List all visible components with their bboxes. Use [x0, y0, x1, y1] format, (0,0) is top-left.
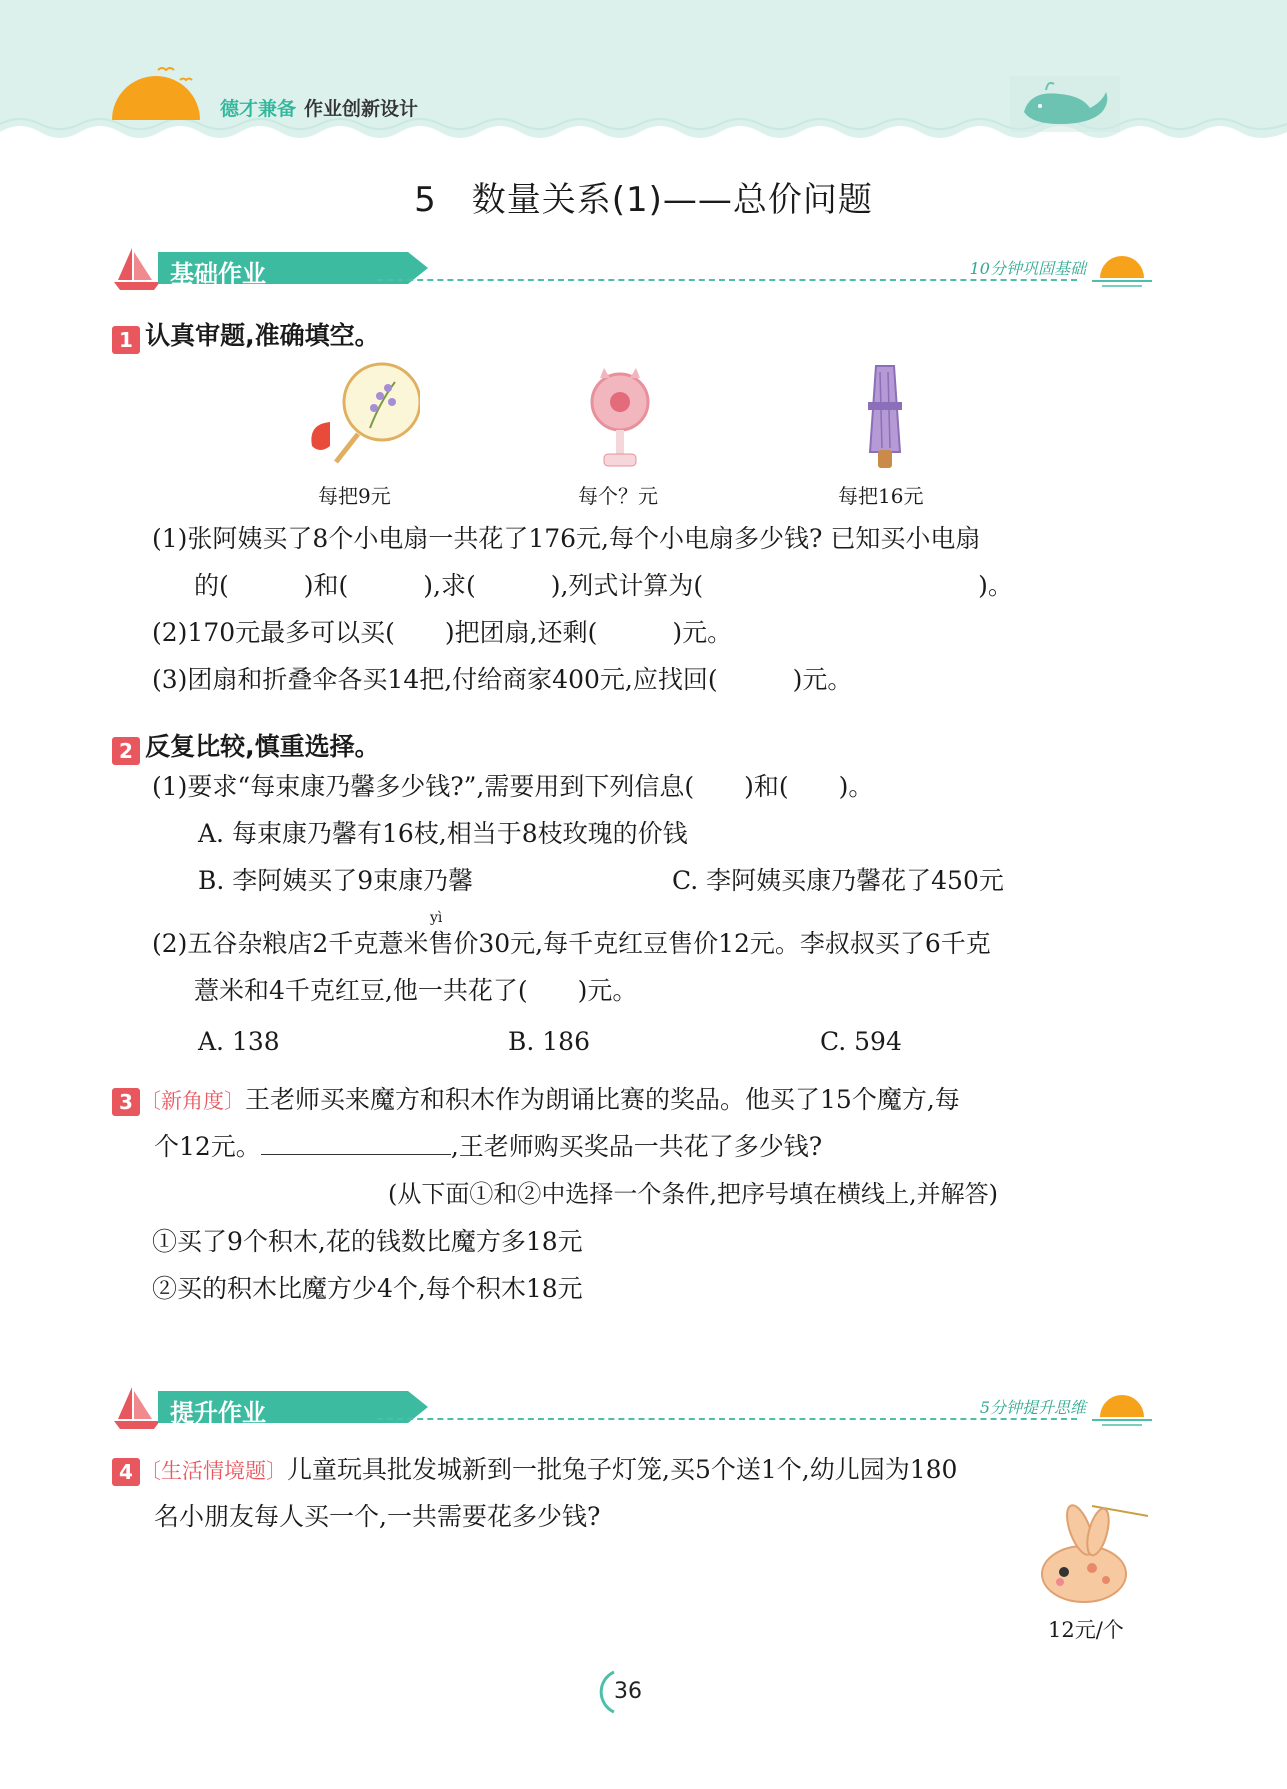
item-caption-electric-fan: 每个？元	[578, 484, 658, 508]
series-label-part1: 德才兼备	[220, 98, 297, 120]
question-3-line2-suffix: ,王老师购买奖品一共花了多少钱?	[450, 1132, 823, 1161]
question-heading: 反复比较,慎重选择。	[145, 732, 380, 761]
question-2-sub2-line1: (2)五谷杂粮店2千克薏米售价30元,每千克红豆售价12元。李叔叔买了6千克	[152, 929, 991, 958]
whale-icon	[1010, 72, 1120, 132]
folding-umbrella-icon	[830, 362, 950, 472]
question-1-sub3: (3)团扇和折叠伞各买14把,付给商家400元,应找回( )元。	[152, 665, 853, 694]
option-c: C. 李阿姨买康乃馨花了450元	[672, 866, 1004, 895]
sun-icon	[1092, 248, 1152, 288]
time-note-advanced: 5分钟提升思维	[979, 1398, 1086, 1417]
condition-2: ②买的积木比魔方少4个,每个积木18元	[152, 1274, 583, 1303]
answer-blank[interactable]	[261, 1132, 451, 1155]
section-banner-advanced	[112, 1383, 1152, 1435]
question-2-sub2-line2: 薏米和4千克红豆,他一共花了( )元。	[194, 976, 638, 1005]
price-label: 12元/个	[1048, 1618, 1124, 1642]
option-a: A. 每束康乃馨有16枝,相当于8枝玫瑰的价钱	[198, 819, 688, 848]
question-tag: 〔生活情境题〕	[140, 1459, 287, 1483]
question-3-note: (从下面①和②中选择一个条件,把序号填在横线上,并解答)	[388, 1180, 998, 1208]
rabbit-lantern-icon	[1030, 1500, 1150, 1610]
condition-1: ①买了9个积木,花的钱数比魔方多18元	[152, 1227, 583, 1256]
question-1-sub1-line1: (1)张阿姨买了8个小电扇一共花了176元,每个小电扇多少钱? 已知买小电扇	[152, 524, 981, 553]
section-divider	[377, 1418, 1077, 1420]
question-1-sub2: (2)170元最多可以买( )把团扇,还剩( )元。	[152, 618, 733, 647]
question-3-line2	[154, 1132, 822, 1162]
question-2-sub1: (1)要求“每束康乃馨多少钱?”,需要用到下列信息( )和( )。	[152, 772, 874, 801]
sailboat-icon	[112, 1383, 164, 1433]
pinyin-annotation: yì	[430, 910, 443, 926]
electric-fan-icon	[560, 362, 680, 472]
sun-icon	[1092, 1387, 1152, 1427]
question-number: 4	[112, 1458, 140, 1486]
section-title-advanced: 提升作业	[170, 1399, 266, 1427]
question-4-line2: 名小朋友每人买一个,一共需要花多少钱?	[154, 1502, 601, 1531]
question-4-text: 儿童玩具批发城新到一批兔子灯笼,买5个送1个,幼儿园为180	[287, 1455, 958, 1484]
question-heading: 认真审题,准确填空。	[145, 321, 380, 350]
series-label-part2: 作业创新设计	[304, 98, 419, 120]
series-label	[220, 94, 418, 121]
time-note-basic: 10分钟巩固基础	[969, 259, 1086, 278]
question-3-line2-prefix: 个12元。	[154, 1132, 261, 1161]
item-caption-umbrella: 每把16元	[838, 484, 924, 508]
question-3-line1	[112, 1085, 960, 1116]
choice-a: A. 138	[198, 1027, 280, 1056]
page-number: 36	[614, 1679, 642, 1704]
question-number: 3	[112, 1088, 140, 1116]
choice-c: C. 594	[820, 1027, 902, 1056]
page-title: 5 数量关系(1)——总价问题	[414, 180, 873, 220]
question-number: 2	[112, 737, 140, 765]
question-number: 1	[112, 326, 140, 354]
choice-b: B. 186	[508, 1027, 590, 1056]
question-4-line1	[112, 1455, 957, 1486]
sailboat-icon	[112, 244, 164, 294]
question-1-sub1-line2: 的( )和( ),求( ),列式计算为( )。	[194, 571, 1013, 600]
sun-icon	[108, 60, 204, 132]
question-2-heading	[112, 727, 380, 765]
question-3-text: 王老师买来魔方和积木作为朗诵比赛的奖品。他买了15个魔方,每	[245, 1085, 960, 1114]
section-banner-basic	[112, 244, 1152, 296]
item-caption-fan: 每把9元	[318, 484, 391, 508]
hand-fan-icon	[300, 362, 420, 472]
question-1-heading	[112, 316, 380, 354]
section-title-basic: 基础作业	[170, 260, 266, 288]
question-tag: 〔新角度〕	[140, 1089, 245, 1113]
section-divider	[377, 279, 1077, 281]
option-b: B. 李阿姨买了9束康乃馨	[198, 866, 474, 895]
